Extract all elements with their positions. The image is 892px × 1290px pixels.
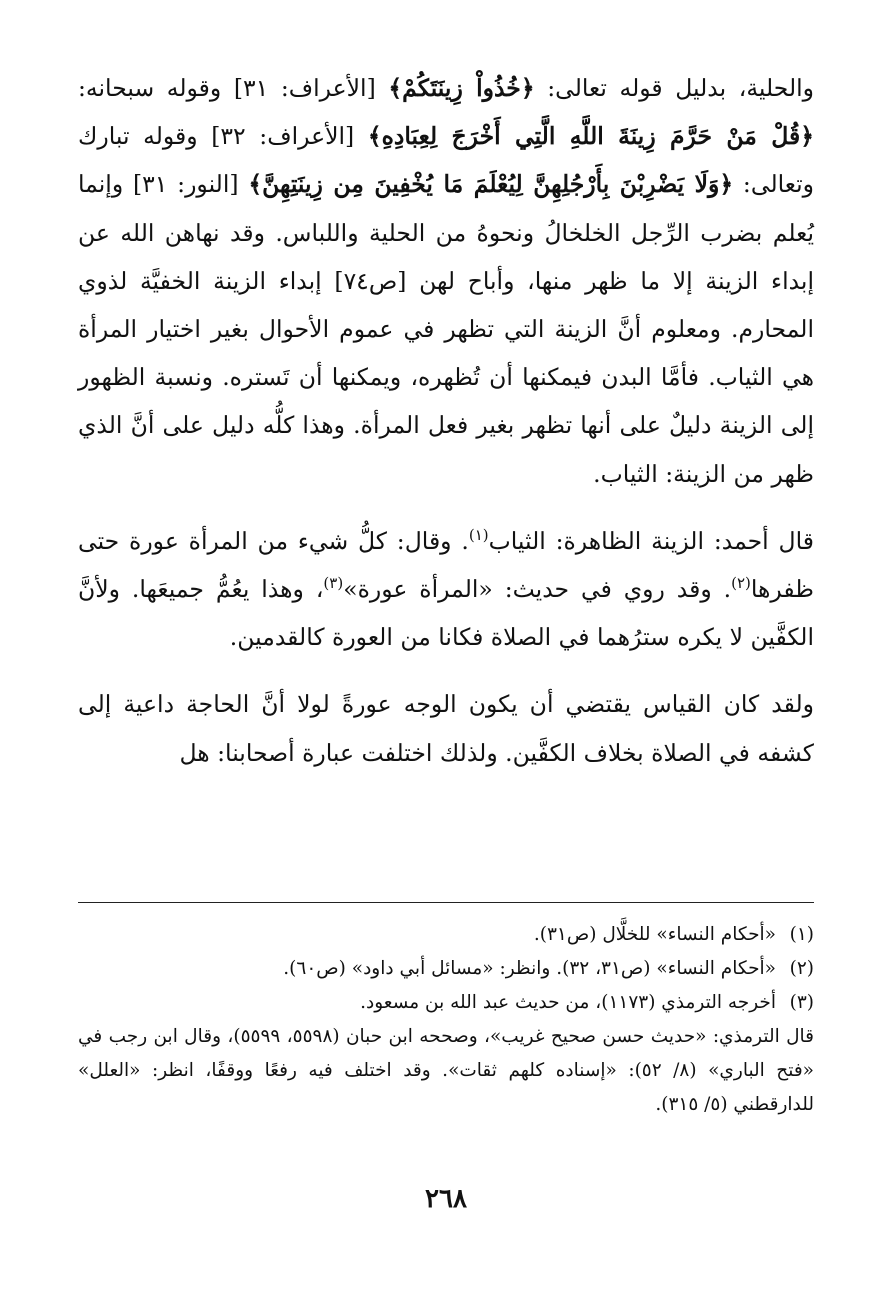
footnote-number: (٢) (789, 958, 814, 979)
text-segment: ، وهذا يعُمُّ جميعَها. ولأنَّ الكفَّين لا يكره سترُهما في الصلاة فكانا من العورة كالقدمين. (78, 575, 814, 652)
page-number: ٢٦٨ (425, 1184, 467, 1214)
text-segment: [الأعراف: ٣٢] وقوله تبارك وتعالى: (78, 122, 814, 199)
paragraph-2 (78, 517, 814, 662)
quran-verse: ﴿وَلَا يَضْرِبْنَ بِأَرْجُلِهِنَّ لِيُعْلَمَ مَا يُخْفِينَ مِن زِينَتِهِنَّ﴾ (248, 170, 734, 199)
text-segment: [النور: ٣١] وإنما يُعلم بضرب الرِّجل الخلخالُ ونحوهُ من الحلية واللباس. وقد نهاهن الله عن إبداء الزينة إلا ما ظهر منها، وأباح لهن [ص٧٤] إبداء الزينة الخفيَّة لذوي المحارم. ومعلوم أنَّ الزينة التي تظهر في عموم الأحوال بغير اختيار المرأة هي الثياب. فأمَّا البدن فيمكنها أن تُظهره، ويمكنها أن تَستره. ونسبة الظهور إلى الزينة دليلٌ على أنها تظهر بغير فعل المرأة. وهذا كلُّه دليل على أنَّ الذي ظهر من الزينة: الثياب. (78, 170, 815, 488)
footnote-number: (٣) (789, 992, 814, 1013)
text-segment: والحلية، بدليل قوله تعالى: (534, 74, 814, 102)
footnote-text: «أحكام النساء» للخلَّال (ص٣١). (533, 924, 776, 945)
footnote-ref-3[interactable]: (٣) (323, 574, 344, 593)
footnote-3 (78, 986, 814, 1020)
footnote-ref-2[interactable]: (٢) (731, 574, 751, 593)
quran-verse: ﴿قُلْ مَنْ حَرَّمَ زِينَةَ اللَّهِ الَّتِي أَخْرَجَ لِعِبَادِهِ﴾ (367, 122, 815, 151)
footnote-1 (78, 918, 814, 952)
footnote-ref-1[interactable]: (١) (468, 526, 489, 544)
text-segment: . وقال: كلُّ شيء من المرأة عورة حتى ظفرها (78, 526, 814, 604)
footnote-2 (78, 952, 814, 986)
footnotes (78, 918, 814, 1122)
footnote-text: أخرجه الترمذي (١١٧٣)، من حديث عبد الله بن مسعود. (360, 992, 776, 1013)
footnote-separator (78, 902, 814, 903)
main-text (78, 64, 814, 777)
paragraph-1 (78, 64, 814, 498)
text-segment: . وقد روي في حديث: «المرأة عورة» (343, 575, 732, 604)
text-segment: ولقد كان القياس يقتضي أن يكون الوجه عورةً لولا أنَّ الحاجة داعية إلى كشفه في الصلاة بخلاف الكفَّين. ولذلك اختلفت عبارة أصحابنا: هل (78, 690, 814, 767)
text-segment: قال أحمد: الزينة الظاهرة: الثياب (488, 526, 814, 555)
quran-verse: ﴿خُذُواْ زِينَتَكُمْ﴾ (388, 74, 535, 102)
paragraph-3 (78, 680, 814, 776)
footnote-number: (١) (789, 924, 814, 945)
text-segment: [الأعراف: ٣١] وقوله سبحانه: (78, 74, 389, 102)
footnote-3-continuation: قال الترمذي: «حديث حسن صحيح غريب»، وصححه ابن حبان (٥٥٩٨، ٥٥٩٩)، وقال ابن رجب في «فتح الباري» (٨/ ٥٢): «إسناده كلهم ثقات». وقد اختلف فيه رفعًا ووقفًا، انظر: «العلل» للدارقطني (٥/ ٣١٥). (78, 1026, 814, 1115)
footnote-text: «أحكام النساء» (ص٣١، ٣٢). وانظر: «مسائل أبي داود» (ص٦٠). (283, 958, 776, 979)
